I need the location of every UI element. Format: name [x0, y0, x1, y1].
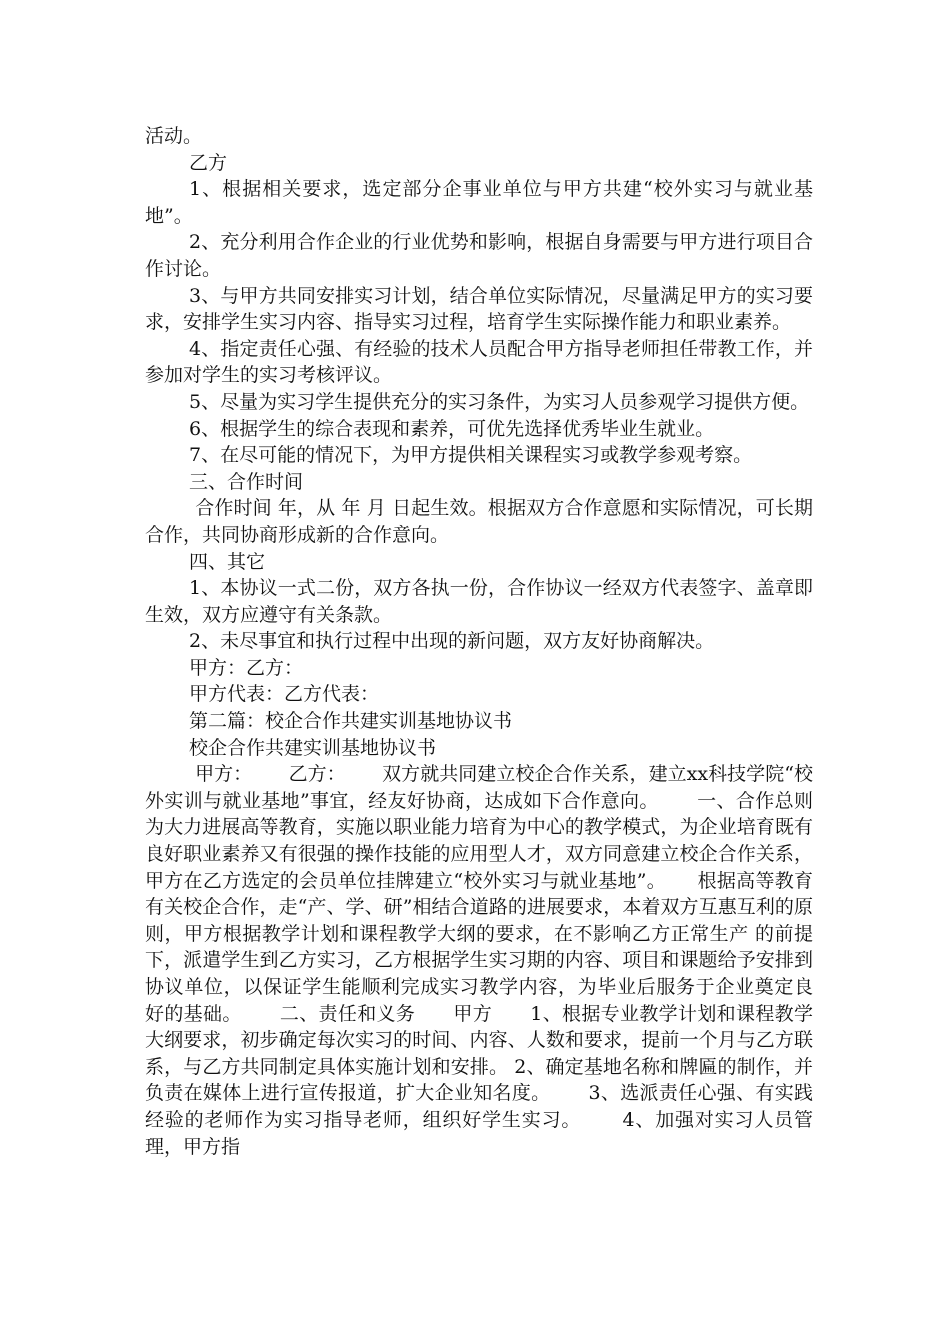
document-paragraph: 4、指定责任心强、有经验的技术人员配合甲方指导老师担任带教工作，并参加对学生的实习考核评议。 — [145, 337, 813, 387]
document-paragraph: 合作时间 年，从 年 月 日起生效。根据双方合作意愿和实际情况，可长期合作，共同协商形成新的合作意向。 — [145, 497, 813, 546]
document-paragraph: 1、根据相关要求，选定部分企事业单位与甲方共建“校外实习与就业基地”。 — [145, 178, 813, 227]
document-paragraph: 校企合作共建实训基地协议书 — [189, 736, 437, 759]
document-paragraph: 活动。 — [145, 125, 203, 147]
document-paragraph: 甲方代表：乙方代表： — [189, 683, 380, 706]
document-paragraph: 四、其它 — [189, 550, 266, 573]
document-paragraph: 1、本协议一式二份，双方各执一份，合作协议一经双方代表签字、盖章即生效，双方应遵守有关条款。 — [145, 577, 813, 626]
document-paragraph: 乙方 — [189, 151, 228, 174]
document-paragraph: 甲方： 乙方： 双方就共同建立校企合作关系，建立xx科技学院“校外实训与就业基地”事宜，经友好协商，达成如下合作意向。 一、合作总则 为大力进展高等教育，实施以职业能力培育为中心的教学模式，为企业培育既有良好职业素养又有很强的操作技能的应用型人才，双方同意建立校企合作关系，甲方在乙方选定的会员单位挂牌建立“校外实习与就业基地”。 根据高等教育有关校企合作，走“产、学、研”相结合道路的进展要求，本着双方互惠互利的原则，甲方根据教学计划和课程教学大纲的要求，在不影响乙方正常生产 的前提下，派遣学生到乙方实习，乙方根据学生实习期的内容、项目和课题给予安排到协议单位，以保证学生能顺利完成实习教学内容，为毕业后服务于企业奠定良 好的基础。 二、责任和义务 甲方 1、根据专业教学计划和课程教学大纲要求，初步确定每次实习的时间、内容、人数和要求，提前一个月与乙方联系，与乙方共同制定具体实施计划和安排。 2、确定基地名称和牌匾的制作，并负责在媒体上进行宣传报道，扩大企业知名度。 3、选派责任心强、有实践经验的老师作为实习指导老师，组织好学生实习。 4、加强对实习人员管理，甲方指 — [145, 763, 850, 1158]
document-paragraph: 三、合作时间 — [189, 470, 304, 493]
document-paragraph: 6、根据学生的综合表现和素养，可优先选择优秀毕业生就业。 — [189, 417, 715, 440]
document-paragraph: 5、尽量为实习学生提供充分的实习条件，为实习人员参观学习提供方便。 — [189, 390, 810, 413]
document-paragraph: 第二篇：校企合作共建实训基地协议书 — [189, 710, 513, 733]
document-paragraph: 甲方：乙方： — [189, 656, 304, 679]
document-body — [145, 123, 850, 1160]
document-paragraph: 2、充分利用合作企业的行业优势和影响，根据自身需要与甲方进行项目合作讨论。 — [145, 231, 813, 280]
document-paragraph: 7、在尽可能的情况下，为甲方提供相关课程实习或教学参观考察。 — [189, 444, 753, 467]
document-paragraph: 2、未尽事宜和执行过程中出现的新问题，双方友好协商解决。 — [189, 630, 715, 653]
document-paragraph: 3、与甲方共同安排实习计划，结合单位实际情况，尽量满足甲方的实习要求，安排学生实习内容、指导实习过程，培育学生实际操作能力和职业素养。 — [145, 284, 813, 334]
